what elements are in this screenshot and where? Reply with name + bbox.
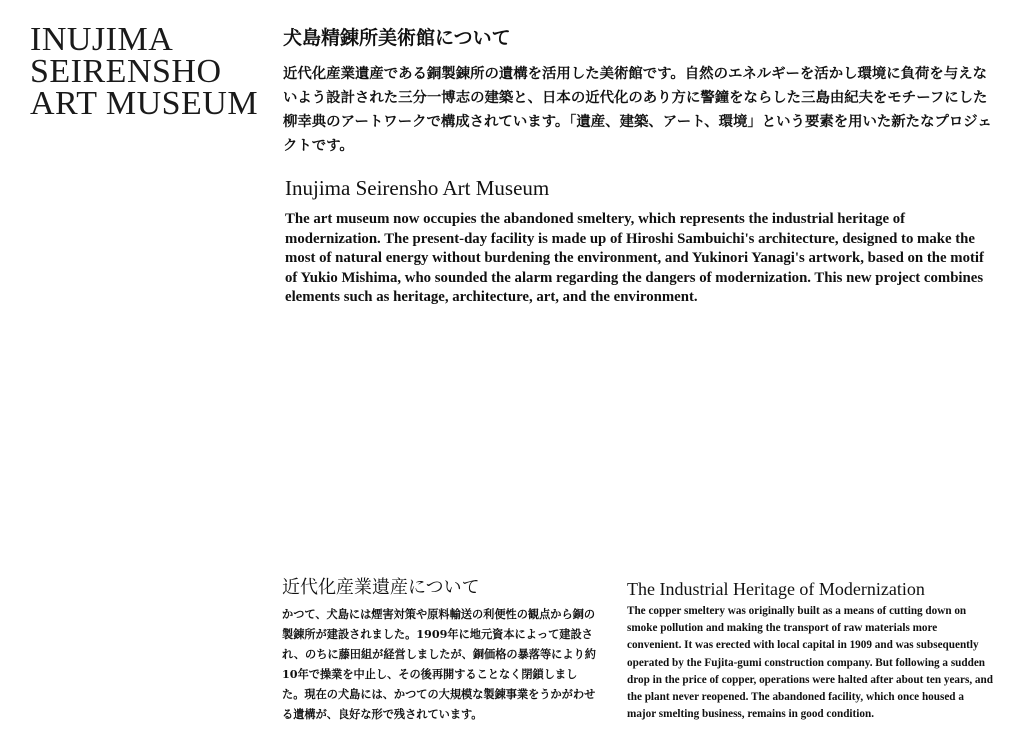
- about-title-ja: 犬島精錬所美術館について: [283, 27, 511, 49]
- museum-logo: [30, 21, 259, 122]
- heritage-title-ja: 近代化産業遺産について: [282, 577, 480, 598]
- about-body-en: The art museum now occupies the abandoned smeltery, which represents the industrial heritage of modernization. The present-day facility is made up of Hiroshi Sambuichi's architecture, designed to make the most of natural energy without burdening the environment, and Yukinori Yanagi's artwork, based on the motif of Yukio Mishima, who sounded the alarm regarding the dangers of modernization. This new project combines elements such as heritage, architecture, art, and the environment.: [285, 211, 984, 305]
- about-body-ja: 近代化産業遺産である銅製錬所の遺構を活用した美術館です。自然のエネルギーを活かし環境に負荷を与えないよう設計された三分一博志の建築と、日本の近代化のあり方に警鐘をならした三島由紀夫をモチーフにした柳幸典のアートワークで構成されています。「遺産、建築、アート、環境」という要素を用いた新たなプロジェクトです。: [283, 65, 992, 154]
- heritage-body-en: The copper smeltery was originally built as a means of cutting down on smoke pollution and making the transport of raw materials more convenient. It was erected with local capital in 1909 and was subsequently operated by the Fujita-gumi construction company. But following a sudden drop in the price of copper, operations were halted after about ten years, and the plant never reopened. The abandoned facility, which once housed a major smelting business, remains in good condition.: [627, 605, 993, 721]
- logo-line-1: INUJIMA: [30, 21, 174, 58]
- about-title-en: Inujima Seirensho Art Museum: [285, 176, 550, 200]
- heritage-title-en: The Industrial Heritage of Modernization: [627, 579, 925, 599]
- logo-line-2: SEIRENSHO: [30, 53, 222, 90]
- logo-line-3: ART MUSEUM: [30, 85, 259, 122]
- heritage-body-ja: かつて、犬島には煙害対策や原料輸送の利便性の観点から銅の製錬所が建設されました。1909年に地元資本によって建設され、のちに藤田組が経営しましたが、銅価格の暴落等により約10年で操業を中止し、その後再開することなく閉鎖しました。現在の犬島には、かつての大規模な製錬事業をうかがわせる遺構が、良好な形で残されています。: [282, 607, 596, 721]
